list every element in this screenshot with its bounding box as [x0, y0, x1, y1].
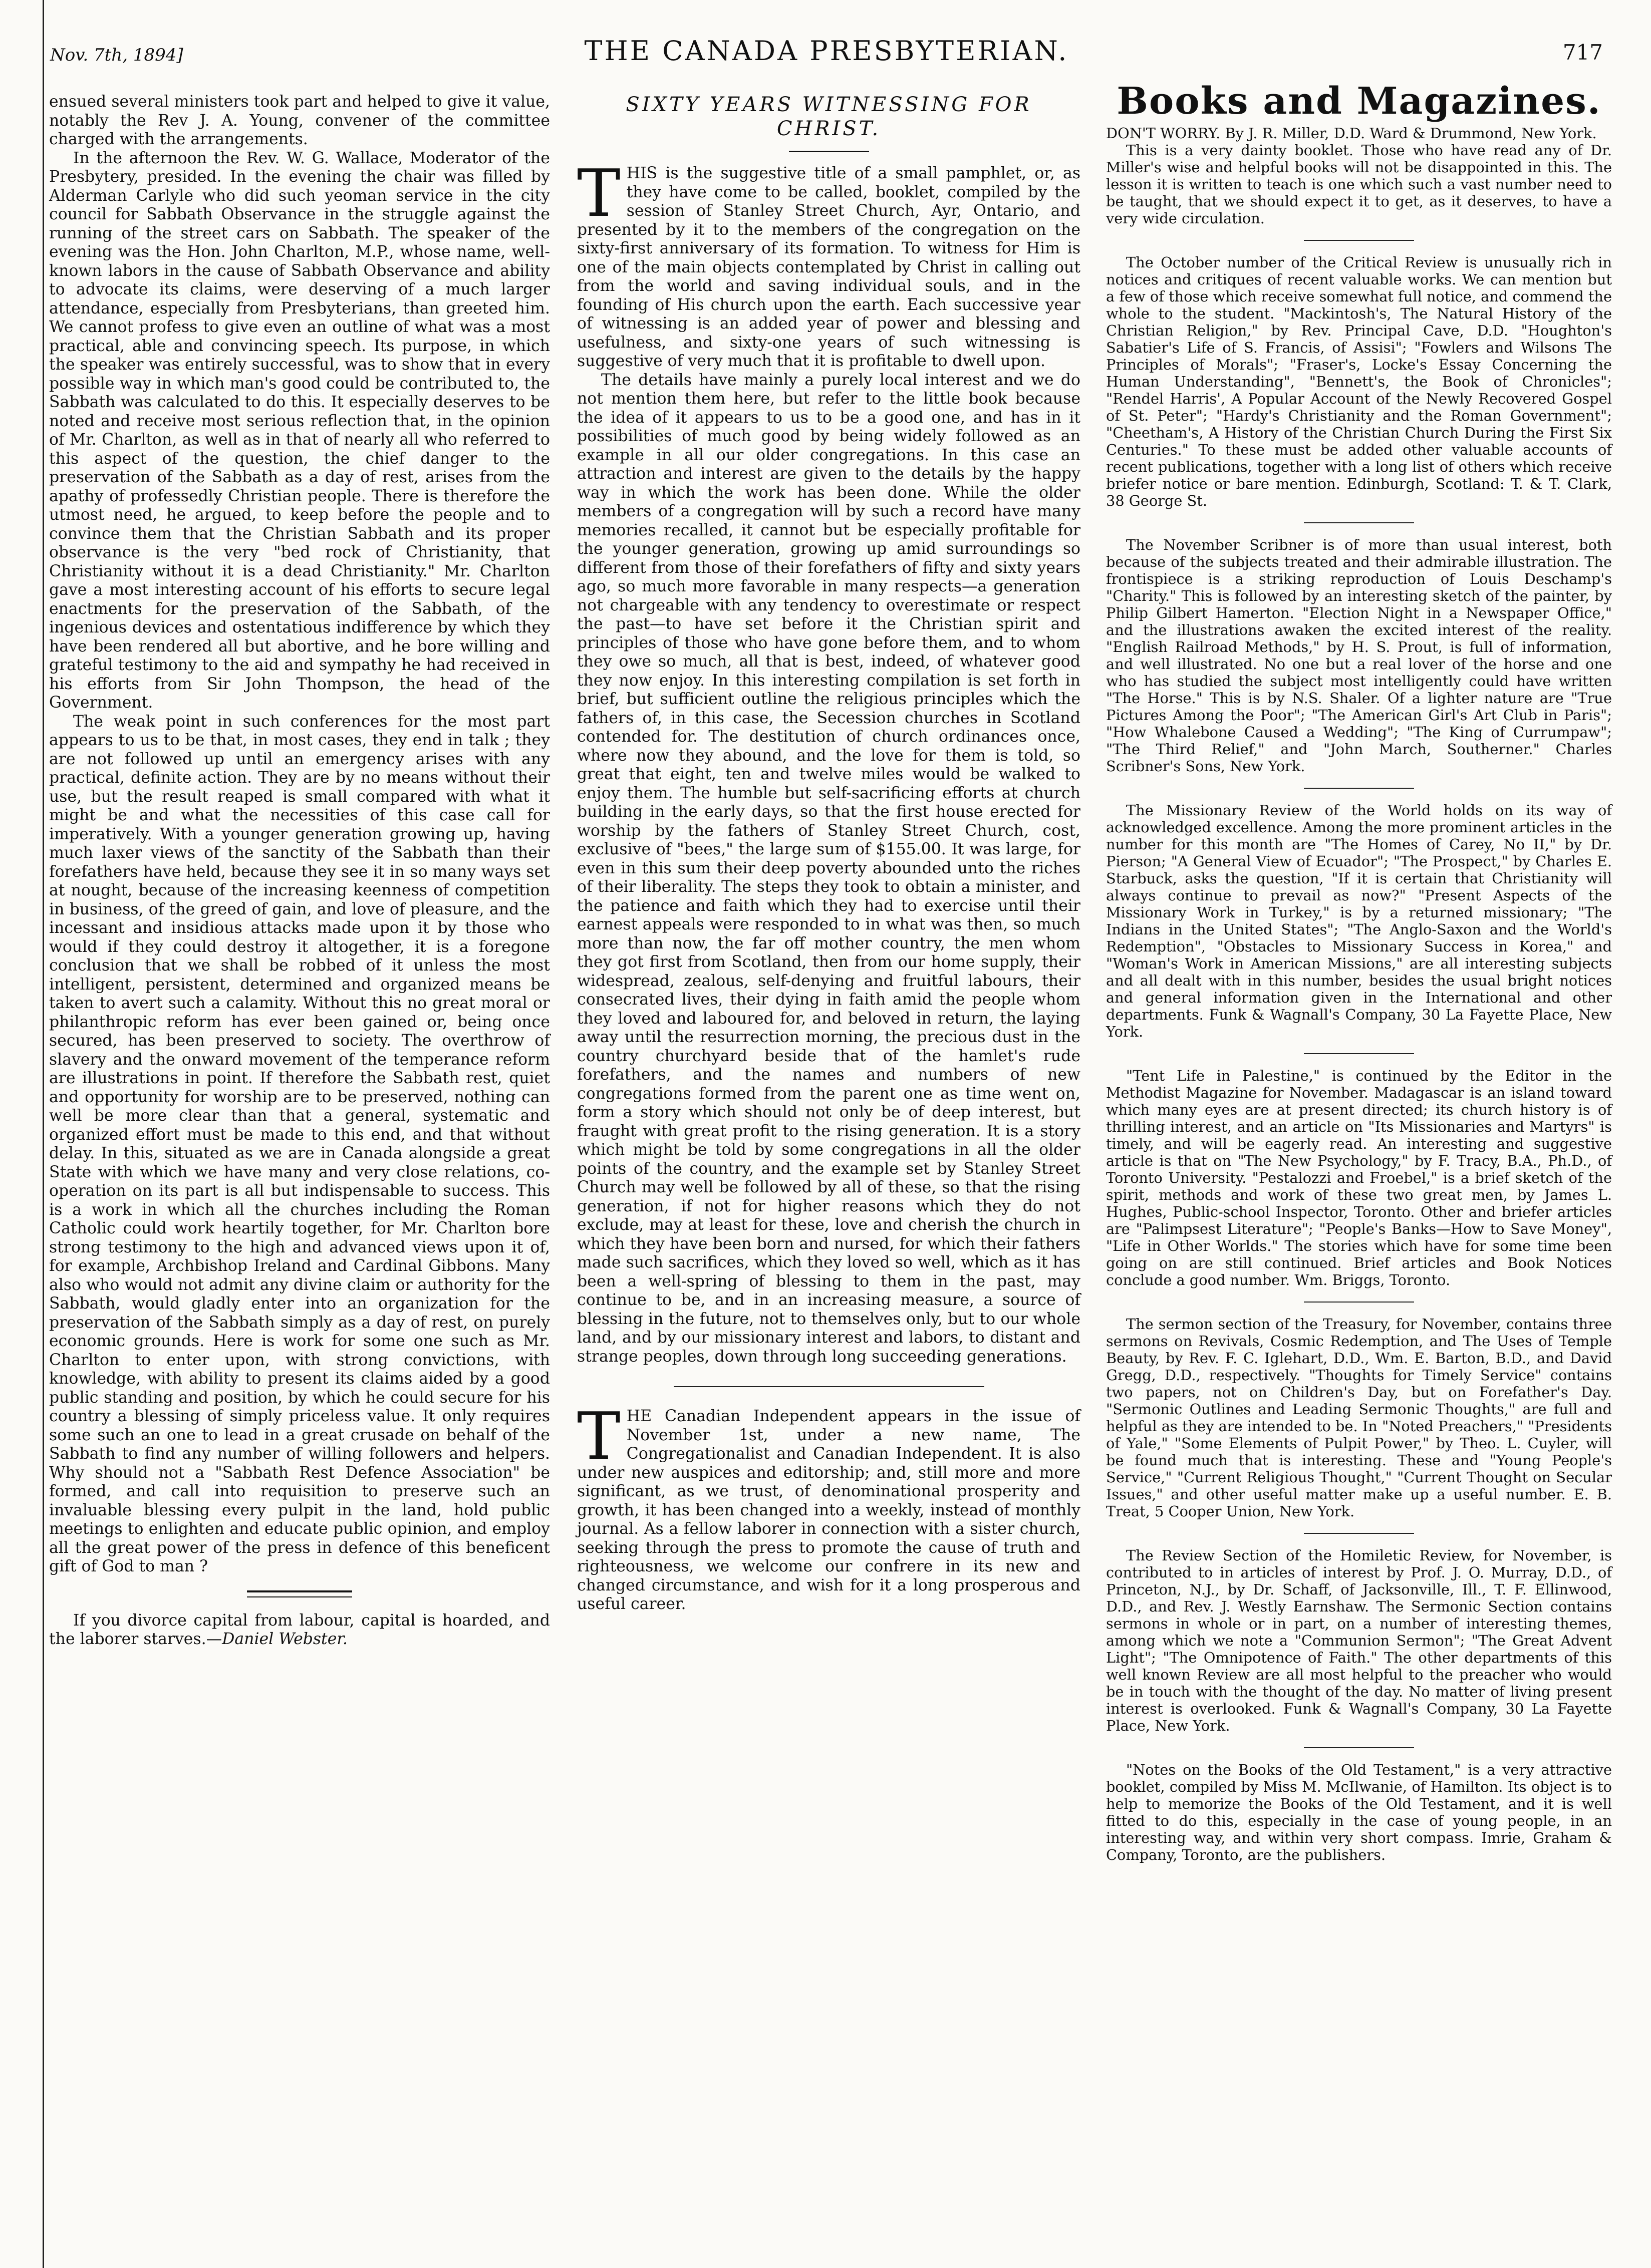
article-paragraph	[577, 1398, 1080, 1614]
entry-divider	[1304, 522, 1414, 523]
paragraph: ensued several ministers took part and helped to give it value, notably the Rev J. A. Young, convener of the committee charged with the arrangements.	[49, 93, 550, 148]
entry-divider	[1304, 1533, 1414, 1534]
article-paragraph: The details have mainly a purely local interest and we do not mention them here, but refer to the little book because the idea of it appears to us to be a good one, and has in it possibilities of much good by being widely followed as an example in all our older congregations. In this case an attraction and interest are given to the details by the happy way in which the work has been done. While the older members of a congregation will by such a record have many memories recalled, it cannot but be especially profitable for the younger generation, growing up amid surroundings so different from those of their forefathers of fifty and sixty years ago, so much more favorable in many respects—a generation not chargeable with any tendency to overestimate or respect the past—to have set before it the Christian spirit and principles of those who have gone before them, and to whom they owe so much, all that is best, indeed, of whatever good they now enjoy. In this interesting compilation is set forth in brief, but sufficient outline the religious principles which the fathers of, in this case, the Secession churches in Scotland contended for. The destitution of church ordinances once, where now they abound, and the love for them is told, so great that eight, ten and twelve miles would be walked to enjoy them. The humble but self-sacrificing efforts at church building in the early days, so that the first house erected for worship by the fathers of Stanley Street Church, cost, exclusive of "bees," the large sum of $155.00. It was large, for even in this sum their deep poverty abounded unto the riches of their liberality. The steps they took to obtain a minister, and the patience and faith which they had to exercise until their earnest appeals were responded to in what was then, so much more than now, the far off mother country, the men whom they got first from Scotland, then from our home supply, their widespread, zealous, self-denying and fruitful labours, their consecrated lives, their dying in faith amid the people whom they loved and laboured for, and beloved in return, the laying away until the resurrection morning, the precious dust in the country churchyard beside that of the hamlet's rude forefathers, and the names and numbers of new congregations formed from the parent one as time went on, form a story which should not only be of deep interest, but fraught with great profit to the rising generation. It is a story which might be told by some congregations in all the older points of the country, and the example set by Stanley Street Church may well be followed by all of these, so that the rising generation, if not for higher reasons which they do not exclude, may at least for these, love and cherish the church in which they have been born and nursed, for which their fathers made such sacrifices, which they loved so well, which as it has been a well-spring of blessing to them in the past, may continue to be, and in an increasing measure, a source of blessing in the future, not to themselves only, but to our whole land, and by our missionary interest and labors, to distant and strange peoples, down through long succeeding generations.	[577, 371, 1080, 1366]
review-entry: The Missionary Review of the World holds on its way of acknowledged excellence. Among the more prominent articles in the number for this month are "The Homes of Carey, No II," by Dr. Pierson; "A General View of Ecuador"; "The Prospect," by Charles E. Starbuck, asks the question, "If it is certain that Christianity will always continue to prevail as now?" "Present Aspects of the Missionary Work in Turkey," is by a returned missionary; "The Indians in the United States"; "The Anglo-Saxon and the World's Redemption", "Obstacles to Missionary Success in Korea," and "Woman's Work in American Missions," are all interesting subjects and all dealt with in this number, besides the usual bright notices and general information given in the International and other departments. Funk & Wagnall's Company, 30 La Fayette Place, New York.	[1106, 802, 1612, 1040]
drop-cap: T	[577, 155, 621, 231]
entry-divider	[1304, 788, 1414, 789]
review-entry: This is a very dainty booklet. Those who have read any of Dr. Miller's wise and helpful books will not be disappointed in this. The lesson it is written to teach is one which such a vast number need to be taught, that we should expect it to get, as it deserves, to have a very wide circulation.	[1106, 142, 1612, 227]
quote-author: Daniel Webster.	[222, 1630, 348, 1648]
page-number: 717	[1562, 40, 1603, 65]
section-heading: Books and Magazines.	[1117, 80, 1601, 123]
review-entry: The sermon section of the Treasury, for November, contains three sermons on Revivals, Cosmic Redemption, and The Uses of Temple Beauty, by Rev. F. C. Iglehart, D.D., Wm. E. Barton, B.D., and David Gregg, D.D., respectively. "Thoughts for Timely Service" contains two papers, not on Children's Day, but on Forefather's Day. "Sermonic Outlines and Leading Sermonic Thoughts," are full and helpful as they are intended to be. In "Noted Preachers," "Presidents of Yale," "Some Elements of Pulpit Power," by Theo. L. Cuyler, will be found much that is interesting. These and "Young People's Service," "Current Religious Thought," "Current Thought on Secular Issues," and other useful matter make up a useful number. E. B. Treat, 5 Cooper Union, New York.	[1106, 1316, 1612, 1520]
review-entry: "Notes on the Books of the Old Testament," is a very attractive booklet, compiled by Miss M. McIlwanie, of Hamilton. Its object is to help to memorize the Books of the Old Testament, and it is well fitted to do this, especially in the case of young people, in an interesting way, and within very short compass. Imrie, Graham & Company, Toronto, are the publishers.	[1106, 1761, 1612, 1863]
entry-divider	[1304, 1747, 1414, 1748]
heading-rule	[789, 151, 869, 152]
review-entry: The Review Section of the Homiletic Review, for November, is contributed to in articles of interest by Prof. J. O. Murray, D.D., of Princeton, N.J., by Dr. Schaff, of Jacksonville, Ill., T. F. Ellinwood, D.D., and Rev. J. Westly Earnshaw. The Sermonic Section contains sermons in whole or in part, on a number of interesting themes, among which we note a "Communion Sermon"; "The Great Advent Light"; "The Omnipotence of Faith." The other departments of this well known Review are all most helpful to the preacher who would be in touch with the thought of the day. No matter of living present interest is overlooked. Funk & Wagnall's Company, 30 La Fayette Place, New York.	[1106, 1547, 1612, 1734]
entry-divider	[1304, 240, 1414, 241]
article-heading: SIXTY YEARS WITNESSING FOR CHRIST.	[626, 93, 1032, 140]
section-divider	[247, 1590, 352, 1597]
column-1	[49, 93, 550, 1649]
review-entry-head: DON'T WORRY. By J. R. Miller, D.D. Ward & Drummond, New York.	[1106, 125, 1597, 142]
drop-cap: T	[577, 1398, 621, 1474]
page-header	[50, 35, 1603, 75]
paragraph: The weak point in such conferences for the most part appears to us to be that, in most cases, they end in talk ; they are not followed up until an emergency arises with any practical, definite action. They are by no means without their use, but the result reaped is small compared with what it might be and what the necessities of this case call for imperatively. With a younger generation growing up, having much laxer views of the sanctity of the Sabbath than their forefathers have held, because they see it in so many ways set at nought, because of the increasing keenness of competition in business, of the greed of gain, and love of pleasure, and the incessant and insidious attacks made upon it by those who would if they could destroy it altogether, it is a foregone conclusion that we shall be robbed of it unless the most intelligent, persistent, determined and organized means be taken to avert such a calamity. Without this no great moral or philanthropic reform has ever been gained or, being once secured, has been preserved to society. The overthrow of slavery and the onward movement of the temperance reform are illustrations in point. If therefore the Sabbath rest, quiet and opportunity for worship are to be preserved, nothing can well be more clear than that a general, systematic and organized effort must be made to this end, and that without delay. In this, situated as we are in Canada alongside a great State with which we have many and very close relations, co-operation on its part is all but indispensable to success. This is a work in which all the churches including the Roman Catholic could work heartily together, for Mr. Charlton bore strong testimony to the high and advanced views upon it of, for example, Archbishop Ireland and Cardinal Gibbons. Many also who would not admit any divine claim or authority for the Sabbath, would gladly enter into an organization for the preservation of the Sabbath simply as a day of rest, on purely economic grounds. Here is work for some one such as Mr. Charlton to enter upon, with strong convictions, with knowledge, with ability to present its claims aided by a good public standing and position, by which he could secure for his country a blessing of simply priceless value. It only requires some such an one to lead in a great crusade on behalf of the Sabbath to find any number of willing followers and helpers. Why should not a "Sabbath Rest Defence Association" be formed, and call into requisition to preserve such an invaluable blessing every pulpit in the land, hold public meetings to enlighten and educate public opinion, and employ all the great power of the press in defence of this beneficent gift of God to man ?	[49, 712, 550, 1575]
review-entry: The October number of the Critical Review is unusually rich in notices and critiques of recent valuable works. We can mention but a few of those which receive somewhat full notice, and commend the whole to the student. "Mackintosh's, The Natural History of the Christian Religion," by Rev. Principal Cave, D.D. "Houghton's Sabatier's Life of S. Francis, of Assisi"; "Fowlers and Wilsons The Principles of Morals"; "Fraser's, Locke's Essay Concerning the Human Understanding", "Bennett's, the Book of Chronicles"; "Rendel Harris', A Popular Account of the Newly Recovered Gospel of St. Peter"; "Hardy's Christianity and the Roman Government"; "Cheetham's, A History of the Christian Church During the First Six Centuries." To these must be added other valuable accounts of recent publications, together with a long list of others which receive briefer notice or bare mention. Edinburgh, Scotland: T. & T. Clark, 38 George St.	[1106, 254, 1612, 509]
article-paragraph	[577, 155, 1080, 371]
section-divider	[674, 1386, 984, 1387]
entry-divider	[1304, 1053, 1414, 1054]
article-text: HE Canadian Independent appears in the issue of November 1st, under a new name, The Congregationalist and Canadian Independent. It is also under new auspices and editorship; and, still more and more significant, as we trust, of denominational prosperity and growth, it has been changed into a weekly, instead of monthly journal. As a fellow laborer in connection with a sister church, seeking through the press to promote the cause of truth and righteousness, we welcome our confrere in its new and changed circumstance, and wish for it a long prosperous and useful career.	[577, 1407, 1080, 1613]
paragraph: In the afternoon the Rev. W. G. Wallace, Moderator of the Presbytery, presided. In the evening the chair was filled by Alderman Carlyle who did such yeoman service in the city council for Sabbath Observance in the struggle against the running of the street cars on Sabbath. The speaker of the evening was the Hon. John Charlton, M.P., whose name, well-known labors in the cause of Sabbath Observance and ability to advocate its claims, were deserving of a much larger attendance, especially from Presbyterians, than greeted him. We cannot profess to give even an outline of what was a most practical, able and convincing speech. Its purpose, in which the speaker was entirely successful, was to show that in every possible way in which man's good could be contributed to, the Sabbath was calculated to do this. It especially deserves to be noted and receive most serious reflection that, in the opinion of Mr. Charlton, as well as in that of nearly all who referred to this aspect of the question, the chief danger to the preservation of the Sabbath as a day of rest, arises from the apathy of professedly Christian people. There is therefore the utmost need, he argued, to keep before the people and to convince them that the Christian Sabbath and its proper observance is the very "bed rock of Christianity, that Christianity without it is a dead Christianity." Mr. Charlton gave a most interesting account of his efforts to secure legal enactments for the preservation of the Sabbath, of the ingenious devices and ostentatious indifference by which they have been rendered all but abortive, and he bore willing and grateful testimony to the aid and sympathy he had received in his efforts from Sir John Thompson, the head of the Government.	[49, 149, 550, 712]
quote-text: If you divorce capital from labour, capital is hoarded, and the laborer starves.—	[49, 1611, 550, 1648]
newspaper-title: THE CANADA PRESBYTERIAN.	[584, 35, 1069, 67]
column-2	[577, 93, 1080, 1614]
entry-divider	[1304, 1302, 1414, 1303]
column-3	[1106, 80, 1612, 1863]
page-spine	[0, 0, 44, 2268]
article-text: HIS is the suggestive title of a small pamphlet, or, as they have come to be called, booklet, compiled by the session of Stanley Street Church, Ayr, Ontario, and presented by it to the members of the congregation on the sixty-first anniversary of its formation. To witness for Him is one of the main objects contemplated by Christ in calling out from the world and saving individual souls, and in the founding of His church upon the earth. Each successive year of witnessing is an added year of power and blessing and usefulness, and sixty-one years of such witnessing is suggestive of very much that it is profitable to dwell upon.	[577, 164, 1080, 370]
review-entry: The November Scribner is of more than usual interest, both because of the subjects treated and their admirable illustration. The frontispiece is a striking reproduction of Louis Deschamp's "Charity." This is followed by an interesting sketch of the painter, by Philip Gilbert Hamerton. "Election Night in a Newspaper Office," and the illustrations awaken the excited interest of the reality. "English Railroad Methods," by H. S. Prout, is full of information, and well illustrated. No one but a real lover of the horse and one who has studied the subject most intelligently could have written "The Horse." This is by N.S. Shaler. Of a lighter nature are "True Pictures Among the Poor"; "The American Girl's Art Club in Paris"; "How Whalebone Caused a Wedding"; "The King of Currumpaw"; "The Third Relief," and "John March, Southerner." Charles Scribner's Sons, New York.	[1106, 536, 1612, 775]
webster-quote	[49, 1611, 550, 1649]
review-entry: "Tent Life in Palestine," is continued by the Editor in the Methodist Magazine for November. Madagascar is an island toward which many eyes are at present directed; its church history is of thrilling interest, and an article on "Its Missionaries and Martyrs" is timely, and will be eagerly read. An interesting and suggestive article is that on "The New Psychology," by F. Tracy, B.A., Ph.D., of Toronto University. "Pestalozzi and Froebel," is a brief sketch of the spirit, methods and work of these two great men, by James L. Hughes, Public-school Inspector, Toronto. Other and briefer articles are "Palimpsest Literature"; "People's Banks—How to Save Money", "Life in Other Worlds." The stories which have for some time been going on are still continued. Brief articles and Book Notices conclude a good number. Wm. Briggs, Toronto.	[1106, 1067, 1612, 1288]
issue-date: Nov. 7th, 1894]	[50, 45, 183, 65]
